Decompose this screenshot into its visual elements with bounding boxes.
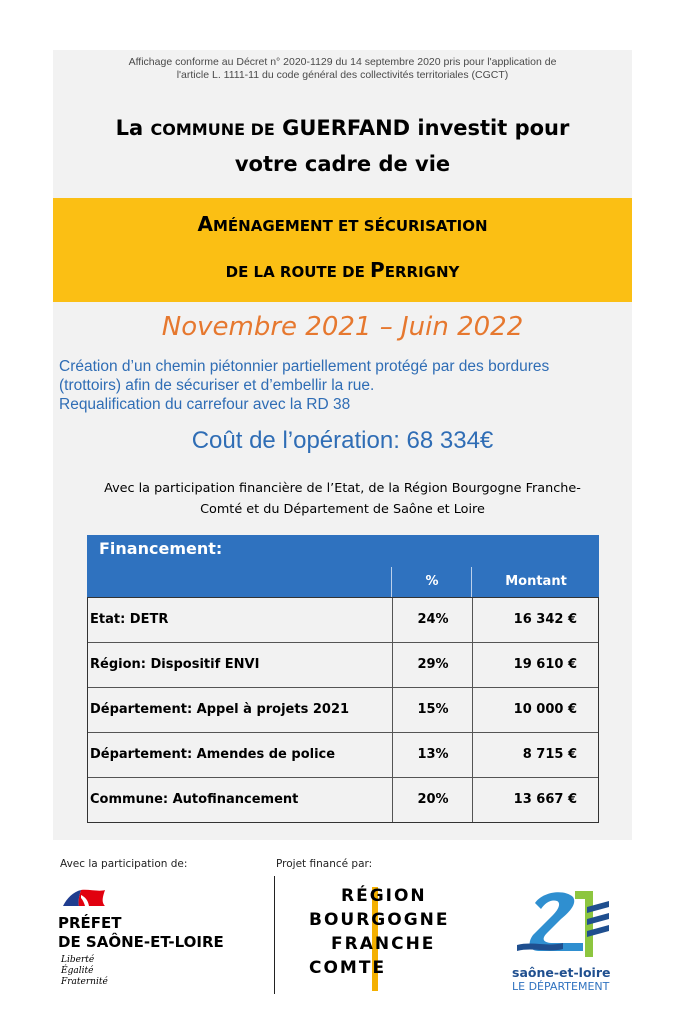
saone-et-loire-logo-icon xyxy=(513,885,611,965)
decree-line-2: l'article L. 1111-11 du code général des collectivités territoriales (CGCT) xyxy=(176,69,509,81)
le-departement-label: LE DÉPARTEMENT xyxy=(512,980,610,993)
commune-heading: La COMMUNE DE GUERFAND investit pour votre cadre de vie xyxy=(53,111,632,181)
financing-column-headers xyxy=(87,567,599,597)
table-row xyxy=(88,687,598,732)
row-percent: 20% xyxy=(392,778,473,822)
row-percent: 24% xyxy=(392,598,473,642)
prefet-logo-text: PRÉFET DE SAÔNE-ET-LOIRE xyxy=(58,914,224,951)
banner-line-1: AMÉNAGEMENT ET SÉCURISATION xyxy=(197,212,488,236)
row-amount: 13 667 € xyxy=(472,778,599,822)
financing-title: Financement: xyxy=(99,539,223,558)
participation-caption: Avec la participation de: xyxy=(60,858,188,870)
row-amount: 8 715 € xyxy=(472,733,599,777)
table-row xyxy=(88,777,598,822)
column-header-amount: Montant xyxy=(471,567,600,597)
republic-motto: Liberté Égalité Fraternité xyxy=(61,955,108,987)
footer-divider xyxy=(274,876,275,994)
project-dates: Novembre 2021 – Juin 2022 xyxy=(161,312,524,342)
commune-heading-line-2: votre cadre de vie xyxy=(234,152,451,176)
row-percent: 13% xyxy=(392,733,473,777)
financing-table-header xyxy=(87,535,599,567)
financial-participation: Avec la participation financière de l’Etat, de la Région Bourgogne Franche- Comté et du Département de Saône et Loire xyxy=(104,481,581,517)
financing-table xyxy=(87,535,599,807)
row-amount: 19 610 € xyxy=(472,643,599,687)
table-row xyxy=(88,642,598,687)
banner-line-2: DE LA ROUTE DE PERRIGNY xyxy=(225,258,460,282)
decree-notice xyxy=(53,56,632,82)
funded-by-caption: Projet financé par: xyxy=(276,858,373,870)
row-label: Etat: DETR xyxy=(90,612,169,627)
project-description: Création d’un chemin piétonnier partiellement protégé par des bordures (trottoirs) afin de sécuriser et d’embellir la rue. Requalification du carrefour avec la RD 38 xyxy=(59,358,550,413)
table-row xyxy=(88,732,598,777)
row-amount: 16 342 € xyxy=(472,598,599,642)
row-percent: 29% xyxy=(392,643,473,687)
marianne-flag-icon xyxy=(61,886,107,908)
saone-et-loire-name: saône-et-loire xyxy=(512,965,611,980)
operation-cost: Coût de l’opération: 68 334€ xyxy=(191,427,494,454)
decree-line-1: Affichage conforme au Décret n° 2020-1129 du 14 septembre 2020 pris pour l'application de xyxy=(128,56,557,68)
project-banner xyxy=(53,198,632,302)
financing-rows xyxy=(87,597,599,823)
row-percent: 15% xyxy=(392,688,473,732)
row-label: Région: Dispositif ENVI xyxy=(90,657,260,672)
row-label: Département: Amendes de police xyxy=(90,747,336,762)
row-label: Commune: Autofinancement xyxy=(90,792,299,807)
region-logo: RÉGION BOURGOGNE FRANCHE COMTE xyxy=(309,886,450,978)
row-amount: 10 000 € xyxy=(472,688,599,732)
column-header-percent: % xyxy=(391,567,472,597)
row-label: Département: Appel à projets 2021 xyxy=(90,702,350,717)
table-row xyxy=(88,597,598,642)
